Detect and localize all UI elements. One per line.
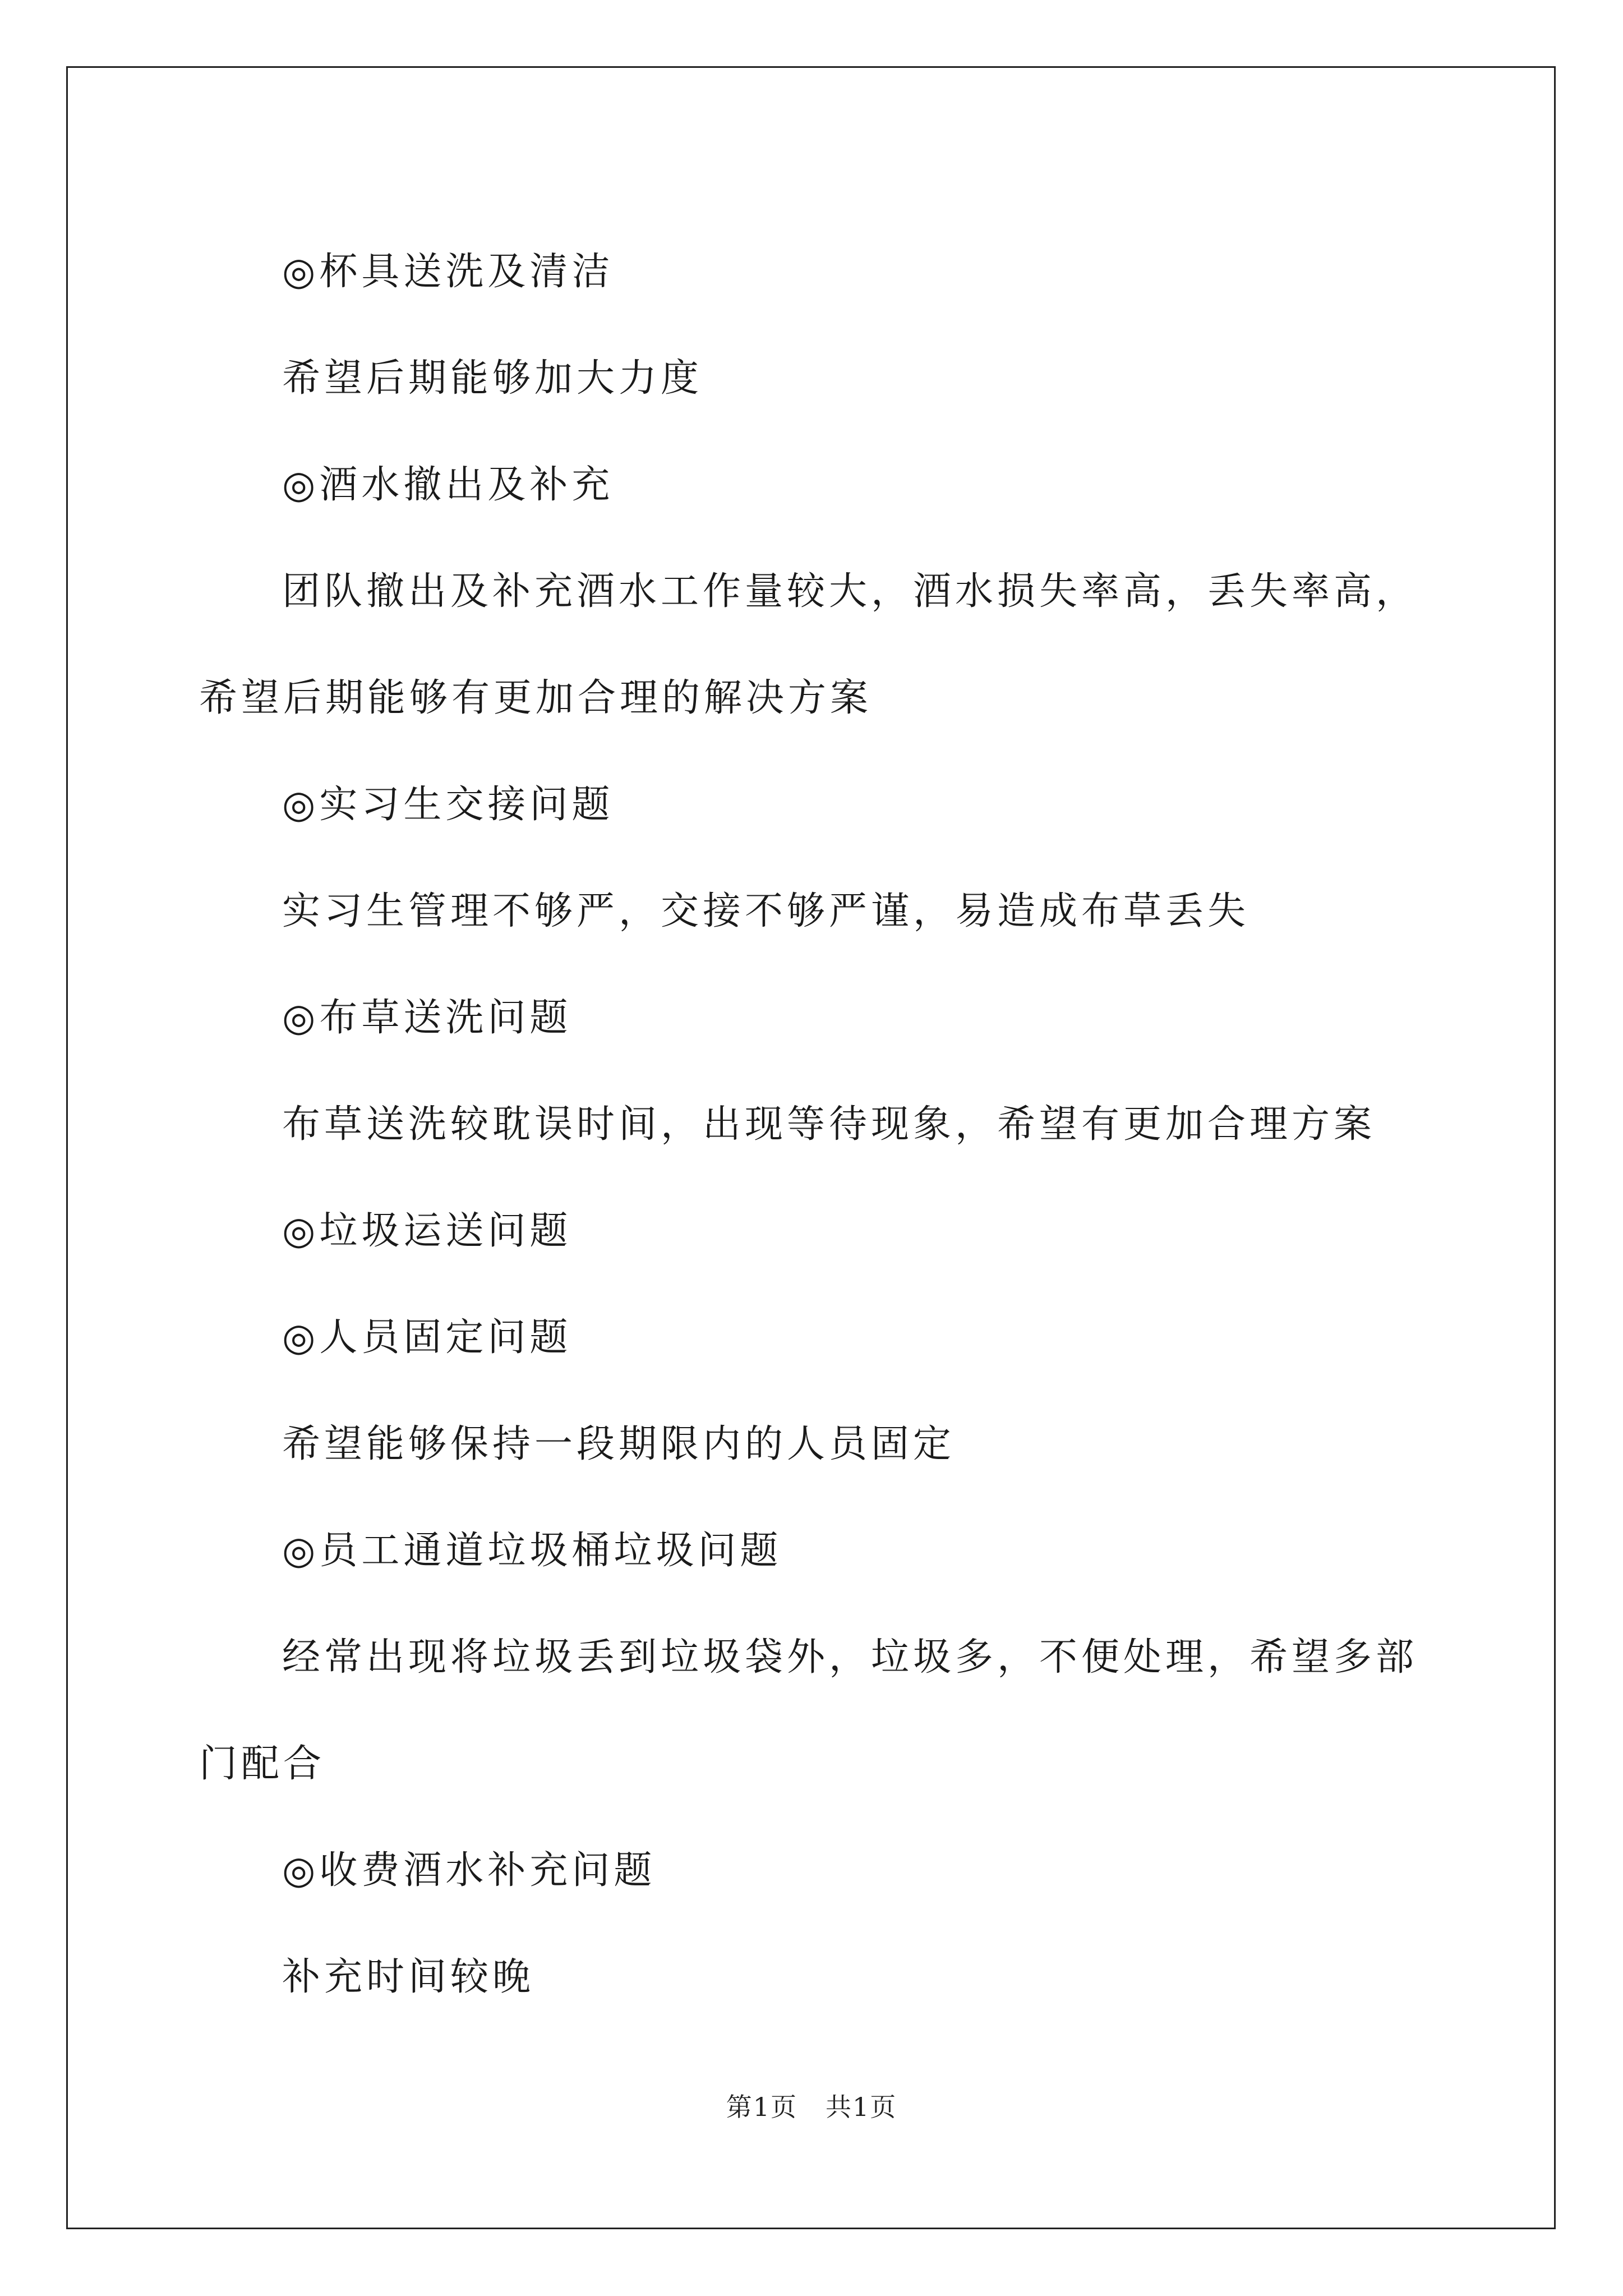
paragraph: 经常出现将垃圾丢到垃圾袋外，垃圾多，不便处理，希望多部门配合 [199,1635,1418,1786]
footer-spacer [797,2092,826,2122]
page-footer [0,2087,1623,2124]
paragraph: ◎垃圾运送问题 [282,1209,572,1253]
paragraph: ◎收费酒水补充问题 [282,1848,656,1893]
paragraph: ◎实习生交接问题 [282,783,614,827]
page-total: 共1页 [825,2092,897,2122]
paragraph: 团队撤出及补充酒水工作量较大，酒水损失率高，丢失率高，希望后期能够有更加合理的解决方案 [199,569,1418,720]
page-number: 第1页 [726,2092,798,2122]
paragraph: 希望能够保持一段期限内的人员固定 [282,1422,956,1466]
document-body [199,219,1422,2031]
paragraph: ◎酒水撤出及补充 [282,463,614,507]
paragraph: 补充时间较晚 [282,1955,535,1999]
paragraph: 布草送洗较耽误时间，出现等待现象，希望有更加合理方案 [282,1102,1376,1147]
paragraph: ◎杯具送洗及清洁 [282,250,614,294]
paragraph: ◎人员固定问题 [282,1315,572,1360]
paragraph: ◎布草送洗问题 [282,996,572,1040]
paragraph: 实习生管理不够严，交接不够严谨，易造成布草丢失 [282,889,1250,933]
paragraph: ◎员工通道垃圾桶垃圾问题 [282,1529,782,1573]
paragraph: 希望后期能够加大力度 [282,356,703,401]
